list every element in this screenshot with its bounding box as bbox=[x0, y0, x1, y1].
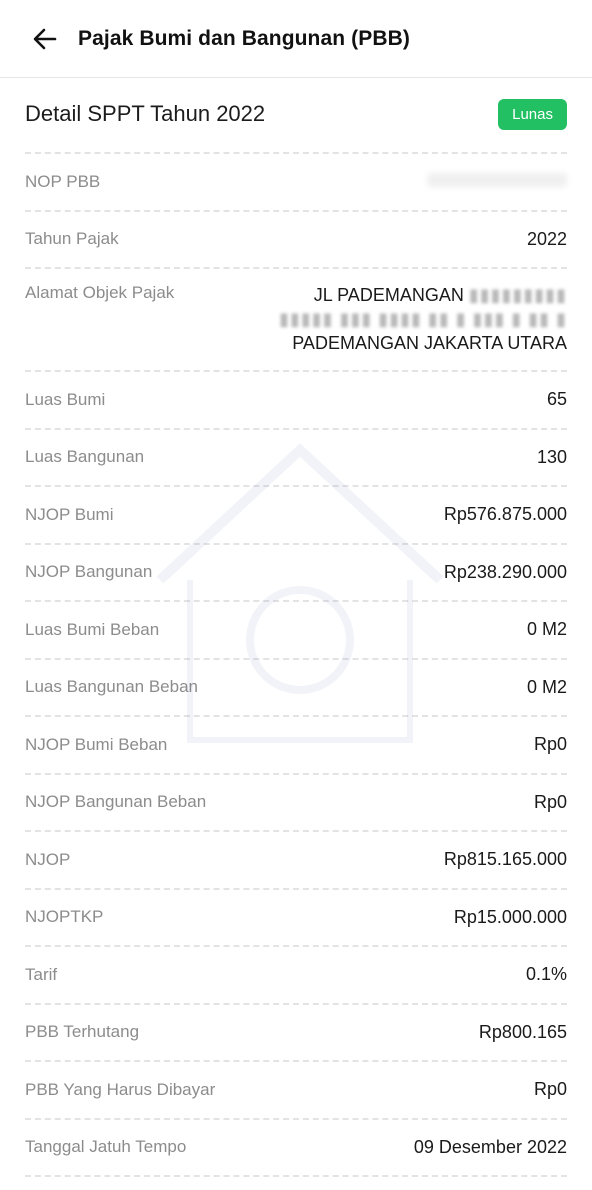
detail-row-luas-bumi-beban bbox=[25, 602, 567, 660]
detail-row-tarif bbox=[25, 947, 567, 1005]
address-line-1: JL PADEMANGAN bbox=[313, 285, 464, 305]
row-label: Luas Bangunan bbox=[25, 447, 145, 467]
row-label: Luas Bumi bbox=[25, 389, 106, 409]
status-badge: Lunas bbox=[498, 99, 567, 130]
row-label: Luas Bangunan Beban bbox=[25, 677, 198, 697]
row-value: Rp15.000.000 bbox=[453, 906, 567, 927]
row-label: Tanggal Jatuh Tempo bbox=[25, 1137, 187, 1157]
detail-row-luas-bangunan bbox=[25, 430, 567, 488]
detail-row-alamat bbox=[25, 269, 567, 372]
detail-row-njop-bangunan bbox=[25, 545, 567, 603]
detail-row-pbb-harus-dibayar bbox=[25, 1062, 567, 1120]
row-value: 0.1% bbox=[525, 964, 567, 985]
redacted-text: ▮▮▮▮▮▮▮▮▮ bbox=[468, 285, 567, 305]
detail-row-njop bbox=[25, 832, 567, 890]
redacted-text: ▮▮▮▮▮ ▮▮▮ ▮▮▮▮ ▮▮ ▮ ▮▮▮ ▮ ▮▮ ▮ bbox=[279, 309, 567, 329]
detail-row-luas-bumi bbox=[25, 372, 567, 430]
detail-row-njop-bangunan-beban bbox=[25, 775, 567, 833]
row-label: NJOP Bumi Beban bbox=[25, 734, 168, 754]
row-value: Rp238.290.000 bbox=[443, 561, 567, 582]
row-value: 0 M2 bbox=[526, 619, 567, 640]
row-label: Tarif bbox=[25, 964, 58, 984]
sppt-detail bbox=[0, 78, 592, 1177]
row-value: Rp0 bbox=[533, 734, 567, 755]
row-label: Tahun Pajak bbox=[25, 229, 119, 249]
row-value: Rp800.165 bbox=[478, 1021, 567, 1042]
detail-row-njop-bumi-beban bbox=[25, 717, 567, 775]
row-label: PBB Yang Harus Dibayar bbox=[25, 1079, 216, 1099]
back-button[interactable] bbox=[30, 24, 60, 54]
row-value: Rp576.875.000 bbox=[443, 504, 567, 525]
detail-row-njop-bumi bbox=[25, 487, 567, 545]
row-value: 130 bbox=[536, 446, 567, 467]
detail-list bbox=[25, 152, 567, 1177]
detail-row-tahun-pajak bbox=[25, 212, 567, 270]
row-value: 09 Desember 2022 bbox=[413, 1136, 567, 1157]
row-label: NJOP Bumi bbox=[25, 504, 114, 524]
row-value: Rp815.165.000 bbox=[443, 849, 567, 870]
row-label: NJOP Bangunan Beban bbox=[25, 792, 207, 812]
section-header bbox=[25, 78, 567, 152]
row-value: Rp0 bbox=[533, 791, 567, 812]
app-bar bbox=[0, 0, 592, 78]
row-label: NJOP Bangunan bbox=[25, 562, 153, 582]
detail-row-luas-bangunan-beban bbox=[25, 660, 567, 718]
row-value: Rp0 bbox=[533, 1079, 567, 1100]
address-line-2: PADEMANGAN JAKARTA UTARA bbox=[292, 333, 567, 353]
arrow-left-icon bbox=[33, 28, 57, 50]
row-label: NJOPTKP bbox=[25, 907, 104, 927]
row-value: 2022 bbox=[526, 228, 567, 249]
section-title: Detail SPPT Tahun 2022 bbox=[25, 101, 266, 126]
detail-row-nop-pbb bbox=[25, 154, 567, 212]
detail-row-njoptkp bbox=[25, 890, 567, 948]
row-value: 0 M2 bbox=[526, 676, 567, 697]
row-value-redacted bbox=[427, 171, 567, 192]
row-value: 65 bbox=[546, 389, 567, 410]
detail-row-pbb-terhutang bbox=[25, 1005, 567, 1063]
page-title: Pajak Bumi dan Bangunan (PBB) bbox=[78, 26, 410, 50]
row-label: Luas Bumi Beban bbox=[25, 619, 160, 639]
row-value-address bbox=[279, 283, 567, 355]
row-label: NJOP bbox=[25, 849, 71, 869]
row-label: Alamat Objek Pajak bbox=[25, 283, 175, 302]
row-label: NOP PBB bbox=[25, 171, 101, 191]
row-label: PBB Terhutang bbox=[25, 1022, 140, 1042]
detail-row-jatuh-tempo bbox=[25, 1120, 567, 1178]
